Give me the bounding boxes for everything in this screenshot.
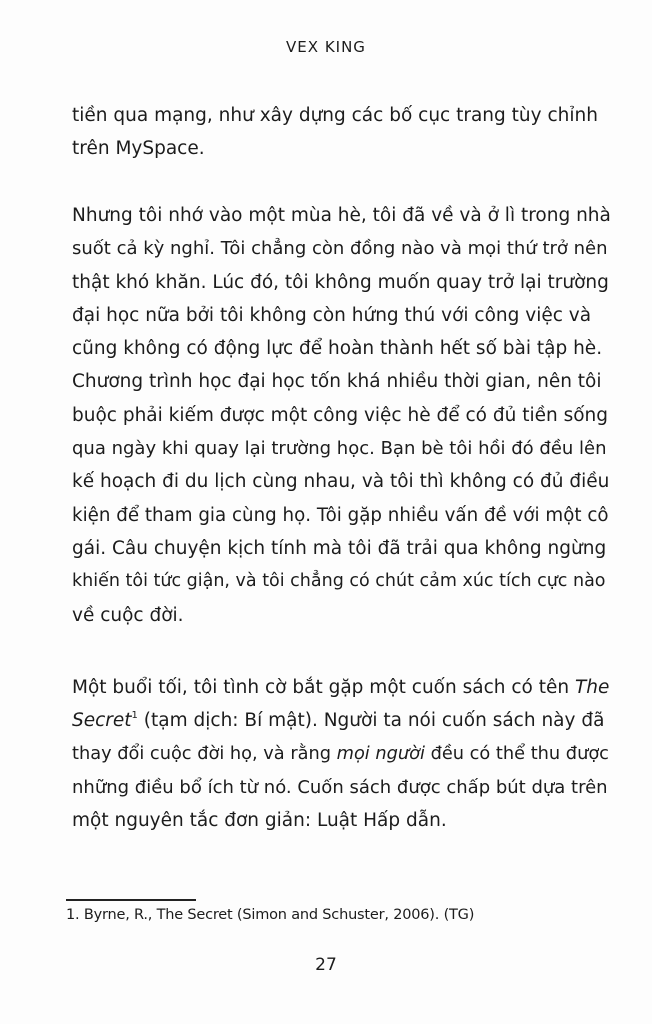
line-text: (tạm dịch: Bí mật). Người ta nói cuốn sách này đã xyxy=(137,710,605,732)
book-title-italic: The xyxy=(574,677,610,698)
footnote: 1. Byrne, R., The Secret (Simon and Schuster, 2006). (TG) xyxy=(66,907,475,923)
paragraph-3 xyxy=(72,671,612,837)
text-line xyxy=(72,704,612,737)
text-line: buộc phải kiếm được một công việc hè để có đủ tiền sống xyxy=(72,404,608,426)
text-line: trên MySpace. xyxy=(72,138,205,160)
text-line: suốt cả kỳ nghỉ. Tôi chẳng còn đồng nào và mọi thứ trở nên xyxy=(72,238,608,260)
line-text: đều có thể thu được xyxy=(424,743,609,764)
text-line: Nhưng tôi nhớ vào một mùa hè, tôi đã về và ở lì trong nhà xyxy=(72,205,611,226)
line-text: thay đổi cuộc đời họ, và rằng xyxy=(72,743,337,764)
text-line: những điều bổ ích từ nó. Cuốn sách được chấp bút dựa trên xyxy=(72,776,608,798)
text-line: khiến tôi tức giận, và tôi chẳng có chút cảm xúc tích cực nào xyxy=(72,571,606,592)
paragraph-1 xyxy=(72,99,612,166)
text-line: cũng không có động lực để hoàn thành hết số bài tập hè. xyxy=(72,338,603,360)
book-title-italic: Secret xyxy=(72,710,132,732)
emphasis-italic: mọi người xyxy=(336,743,425,764)
text-line: về cuộc đời. xyxy=(72,604,184,626)
footnote-marker: 1 xyxy=(131,710,138,722)
text-line: kế hoạch đi du lịch cùng nhau, và tôi thì không có đủ điều xyxy=(72,471,610,493)
footnote-divider xyxy=(66,899,196,901)
line-text: Một buổi tối, tôi tình cờ bắt gặp một cuốn sách có tên xyxy=(72,677,575,698)
running-header: VEX KING xyxy=(286,38,366,56)
text-line: một nguyên tắc đơn giản: Luật Hấp dẫn. xyxy=(72,810,447,832)
text-line: kiện để tham gia cùng họ. Tôi gặp nhiều vấn đề với một cô xyxy=(72,504,609,526)
paragraph-2 xyxy=(72,199,612,632)
text-line: qua ngày khi quay lại trường học. Bạn bè tôi hồi đó đều lên xyxy=(72,438,607,460)
text-line: Chương trình học đại học tốn khá nhiều thời gian, nên tôi xyxy=(72,371,602,393)
page-number: 27 xyxy=(315,955,337,975)
text-line: thật khó khăn. Lúc đó, tôi không muốn quay trở lại trường xyxy=(72,271,609,293)
text-line xyxy=(72,671,612,704)
text-line: tiền qua mạng, như xây dựng các bố cục trang tùy chỉnh xyxy=(72,105,598,126)
text-line: gái. Câu chuyện kịch tính mà tôi đã trải qua không ngừng xyxy=(72,537,607,559)
text-line xyxy=(72,738,612,771)
text-line: đại học nữa bởi tôi không còn hứng thú với công việc và xyxy=(72,304,592,326)
